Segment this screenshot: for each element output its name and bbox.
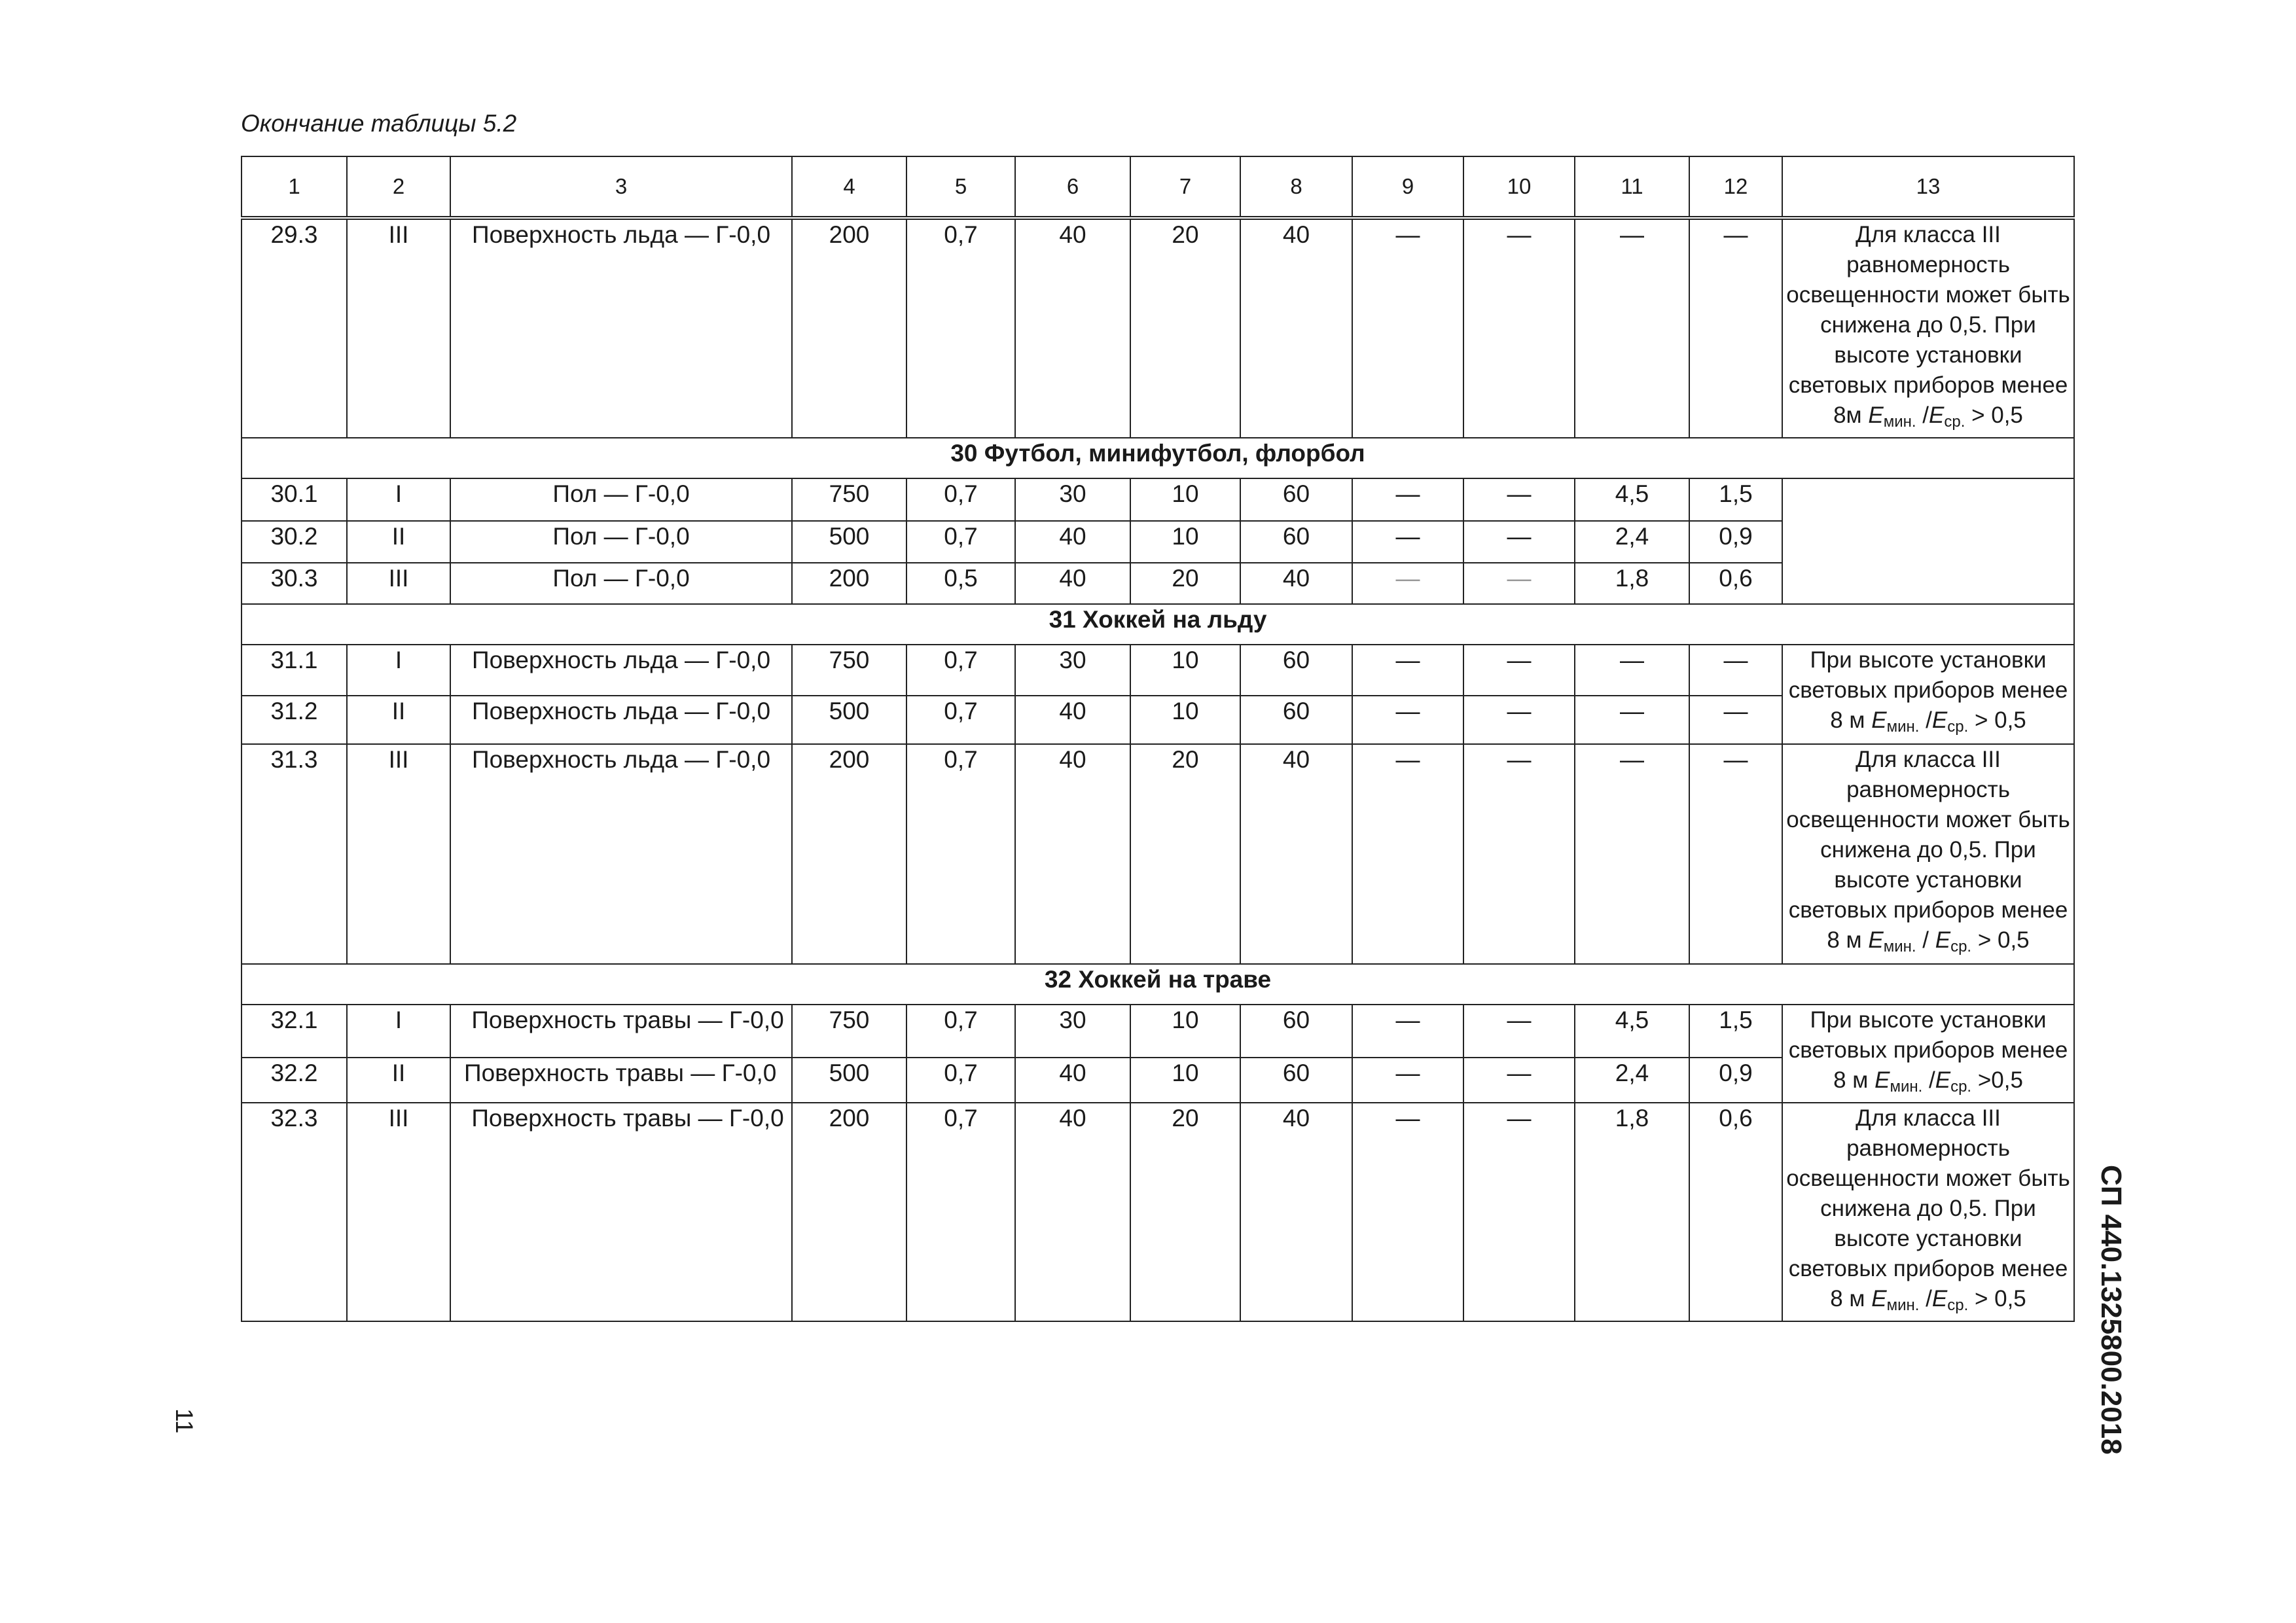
table-cell: 0,9 [1689, 1058, 1782, 1103]
table-cell: 0,7 [906, 696, 1015, 744]
table-cell: — [1463, 1005, 1575, 1058]
column-header: 2 [347, 156, 450, 218]
row-number: 30.1 [242, 478, 347, 521]
table-cell: — [1352, 696, 1463, 744]
row-illuminance: 200 [792, 744, 906, 964]
lighting-norms-table [241, 156, 2075, 1322]
ecp-subscript: ср. [1950, 1078, 1972, 1096]
column-header: 9 [1352, 156, 1463, 218]
table-row [242, 218, 2074, 438]
table-cell: — [1463, 563, 1575, 604]
row-number: 32.3 [242, 1103, 347, 1321]
table-cell: 40 [1015, 218, 1130, 438]
row-illuminance: 200 [792, 218, 906, 438]
emin-subscript: мин. [1883, 938, 1916, 955]
ecp-subscript: ср. [1947, 1296, 1969, 1314]
table-cell: 2,4 [1575, 521, 1689, 563]
row-number: 32.1 [242, 1005, 347, 1058]
table-cell: 40 [1240, 744, 1352, 964]
ecp-subscript: ср. [1944, 413, 1965, 431]
column-header: 6 [1015, 156, 1130, 218]
row-illuminance: 750 [792, 645, 906, 696]
row-illuminance: 200 [792, 1103, 906, 1321]
column-header: 3 [450, 156, 792, 218]
table-cell: — [1463, 1058, 1575, 1103]
table-cell: — [1352, 563, 1463, 604]
note-text: При высоте установки световых приборов менее 8 м [1788, 647, 2068, 733]
table-cell: 20 [1130, 744, 1240, 964]
emin-symbol: E [1868, 402, 1884, 428]
table-row [242, 1103, 2074, 1321]
row-illuminance: 750 [792, 478, 906, 521]
row-illuminance: 500 [792, 1058, 906, 1103]
table-row [242, 478, 2074, 521]
note-text: Для класса III равномерность освещенности может быть снижена до 0,5. При высоте установки световых приборов менее 8 м [1786, 747, 2070, 953]
table-cell: — [1352, 1005, 1463, 1058]
table-cell: 1,5 [1689, 478, 1782, 521]
table-cell: 10 [1130, 478, 1240, 521]
table-cell: 0,7 [906, 645, 1015, 696]
table-cell: 2,4 [1575, 1058, 1689, 1103]
row-class: II [347, 696, 450, 744]
table-cell: — [1689, 696, 1782, 744]
table-cell: — [1352, 218, 1463, 438]
table-cell: 60 [1240, 1058, 1352, 1103]
table-cell: 40 [1015, 563, 1130, 604]
row-note: При высоте установки световых приборов менее 8 м $E_{мин.}$ $/E_{ср.} >0,5$ [1782, 1005, 2074, 1103]
row-number: 31.3 [242, 744, 347, 964]
column-header: 5 [906, 156, 1015, 218]
table-cell: 10 [1130, 645, 1240, 696]
table-cell: 40 [1240, 218, 1352, 438]
ecp-subscript: ср. [1950, 938, 1972, 955]
emin-subscript: мин. [1886, 1296, 1920, 1314]
emin-subscript: мин. [1883, 413, 1916, 431]
table-cell: 20 [1130, 563, 1240, 604]
table-cell: — [1575, 218, 1689, 438]
group-title: 30 Футбол, минифутбол, флорбол [242, 438, 2074, 478]
table-cell: 0,6 [1689, 1103, 1782, 1321]
table-cell: — [1352, 1058, 1463, 1103]
group-title: 31 Хоккей на льду [242, 604, 2074, 645]
row-surface: Пол — Г-0,0 [450, 478, 792, 521]
emin-symbol: E [1871, 707, 1887, 733]
emin-symbol: E [1868, 927, 1884, 953]
table-cell: 0,9 [1689, 521, 1782, 563]
table-cell: 60 [1240, 645, 1352, 696]
table-cell: — [1463, 645, 1575, 696]
emin-symbol: E [1871, 1286, 1887, 1311]
note-text: Для класса III равномерность освещенности может быть снижена до 0,5. При высоте установки световых приборов менее 8 м [1786, 1105, 2070, 1311]
table-cell: 20 [1130, 1103, 1240, 1321]
row-surface: Пол — Г-0,0 [450, 521, 792, 563]
column-header: 10 [1463, 156, 1575, 218]
table-cell: 40 [1240, 563, 1352, 604]
table-cell: 1,8 [1575, 563, 1689, 604]
row-number: 30.2 [242, 521, 347, 563]
header-row [242, 156, 2074, 218]
note-tail: > 0,5 [1965, 402, 2023, 428]
table-cell: — [1575, 696, 1689, 744]
table-cell: 0,7 [906, 1058, 1015, 1103]
emin-subscript: мин. [1890, 1078, 1923, 1096]
column-header: 8 [1240, 156, 1352, 218]
ecp-symbol: E [1935, 1067, 1951, 1093]
table-cell: 40 [1015, 1103, 1130, 1321]
table-cell: 0,7 [906, 478, 1015, 521]
row-surface: Поверхность льда — Г-0,0 [450, 744, 792, 964]
row-class: III [347, 218, 450, 438]
row-number: 31.2 [242, 696, 347, 744]
row-note: При высоте установки световых приборов менее 8 м $E_{мин.}$ $/E_{ср.} > 0,5$ [1782, 645, 2074, 744]
table-cell: — [1463, 696, 1575, 744]
table-cell: — [1463, 1103, 1575, 1321]
row-surface: Пол — Г-0,0 [450, 563, 792, 604]
table-cell: 1,5 [1689, 1005, 1782, 1058]
group-row [242, 604, 2074, 645]
table-cell: 0,7 [906, 521, 1015, 563]
note-tail: > 0,5 [1968, 1286, 2026, 1311]
row-class: I [347, 478, 450, 521]
row-class: I [347, 645, 450, 696]
note-text: При высоте установки световых приборов менее 8 м [1788, 1007, 2068, 1093]
group-row [242, 964, 2074, 1005]
table-row [242, 1005, 2074, 1058]
table-cell: 60 [1240, 696, 1352, 744]
table-cell: 40 [1015, 1058, 1130, 1103]
table-cell: 10 [1130, 696, 1240, 744]
emin-subscript: мин. [1886, 718, 1920, 736]
table-cell: 0,7 [906, 1103, 1015, 1321]
document-code: СП 440.1325800.2018 [2095, 1165, 2127, 1455]
table-cell: 30 [1015, 478, 1130, 521]
table-cell: 4,5 [1575, 478, 1689, 521]
table-cell: — [1352, 744, 1463, 964]
table-cell: — [1352, 645, 1463, 696]
ecp-symbol: E [1931, 707, 1948, 733]
row-class: I [347, 1005, 450, 1058]
emin-symbol: E [1874, 1067, 1890, 1093]
table-caption: Окончание таблицы 5.2 [241, 110, 517, 137]
note-tail: > 0,5 [1968, 707, 2026, 733]
table-cell: 20 [1130, 218, 1240, 438]
table-row [242, 645, 2074, 696]
table-cell: 10 [1130, 1058, 1240, 1103]
row-surface: Поверхность травы — Г-0,0 [450, 1058, 792, 1103]
row-number: 29.3 [242, 218, 347, 438]
table-cell: 1,8 [1575, 1103, 1689, 1321]
table-cell: — [1689, 744, 1782, 964]
column-header: 13 [1782, 156, 2074, 218]
group-row [242, 438, 2074, 478]
row-surface: Поверхность травы — Г-0,0 [450, 1103, 792, 1321]
row-illuminance: 750 [792, 1005, 906, 1058]
table-cell: 40 [1240, 1103, 1352, 1321]
column-header: 1 [242, 156, 347, 218]
table-cell: — [1575, 645, 1689, 696]
table-cell: 40 [1015, 744, 1130, 964]
column-header: 11 [1575, 156, 1689, 218]
row-class: III [347, 744, 450, 964]
row-class: II [347, 521, 450, 563]
row-surface: Поверхность льда — Г-0,0 [450, 696, 792, 744]
table-cell: — [1575, 744, 1689, 964]
table-cell: 4,5 [1575, 1005, 1689, 1058]
table-cell: — [1352, 521, 1463, 563]
row-number: 32.2 [242, 1058, 347, 1103]
table-cell: 40 [1015, 696, 1130, 744]
row-note: Для класса III равномерность освещенности может быть снижена до 0,5. При высоте установки световых приборов менее 8 м $E_{мин.}$ $/E_{ср.} > 0,5$ [1782, 1103, 2074, 1321]
table-cell: 0,7 [906, 744, 1015, 964]
row-illuminance: 200 [792, 563, 906, 604]
row-class: III [347, 1103, 450, 1321]
column-header: 12 [1689, 156, 1782, 218]
note-text: Для класса III равномерность освещенности может быть снижена до 0,5. При высоте установки световых приборов менее 8м [1786, 222, 2070, 428]
row-note [1782, 478, 2074, 604]
row-class: III [347, 563, 450, 604]
note-tail: >0,5 [1971, 1067, 2023, 1093]
row-illuminance: 500 [792, 521, 906, 563]
row-note: Для класса III равномерность освещенности может быть снижена до 0,5. При высоте установки световых приборов менее 8 м $E_{мин.} / E_{ср.} > 0,5$ [1782, 744, 2074, 964]
table-cell: 0,7 [906, 218, 1015, 438]
ecp-symbol: E [1931, 1286, 1948, 1311]
row-number: 31.1 [242, 645, 347, 696]
row-surface: Поверхность льда — Г-0,0 [450, 645, 792, 696]
table-cell: 10 [1130, 1005, 1240, 1058]
row-illuminance: 500 [792, 696, 906, 744]
row-class: II [347, 1058, 450, 1103]
table-cell: 60 [1240, 1005, 1352, 1058]
row-surface: Поверхность травы — Г-0,0 [450, 1005, 792, 1058]
table-cell: — [1689, 218, 1782, 438]
table-cell: 60 [1240, 521, 1352, 563]
table-cell: — [1463, 521, 1575, 563]
row-number: 30.3 [242, 563, 347, 604]
table-cell: — [1352, 1103, 1463, 1321]
table-cell: 0,5 [906, 563, 1015, 604]
table-cell: 30 [1015, 645, 1130, 696]
column-header: 7 [1130, 156, 1240, 218]
ecp-subscript: ср. [1947, 718, 1969, 736]
table-cell: — [1463, 218, 1575, 438]
table-cell: 0,7 [906, 1005, 1015, 1058]
table-cell: 30 [1015, 1005, 1130, 1058]
table-row [242, 744, 2074, 964]
table-cell: 60 [1240, 478, 1352, 521]
group-title: 32 Хоккей на траве [242, 964, 2074, 1005]
ecp-symbol: E [1935, 927, 1951, 953]
table-cell: — [1463, 478, 1575, 521]
column-header: 4 [792, 156, 906, 218]
page-number: 11 [171, 1408, 198, 1434]
table-cell: — [1352, 478, 1463, 521]
table-cell: 10 [1130, 521, 1240, 563]
table-cell: — [1463, 744, 1575, 964]
row-surface: Поверхность льда — Г-0,0 [450, 218, 792, 438]
note-tail: > 0,5 [1971, 927, 2030, 953]
table-cell: — [1689, 645, 1782, 696]
row-note: Для класса III равномерность освещенности может быть снижена до 0,5. При высоте установки световых приборов менее 8м $E_{мин.}$ $/E_{ср.} > 0,5$ [1782, 218, 2074, 438]
ecp-symbol: E [1928, 402, 1945, 428]
table-cell: 0,6 [1689, 563, 1782, 604]
table-cell: 40 [1015, 521, 1130, 563]
